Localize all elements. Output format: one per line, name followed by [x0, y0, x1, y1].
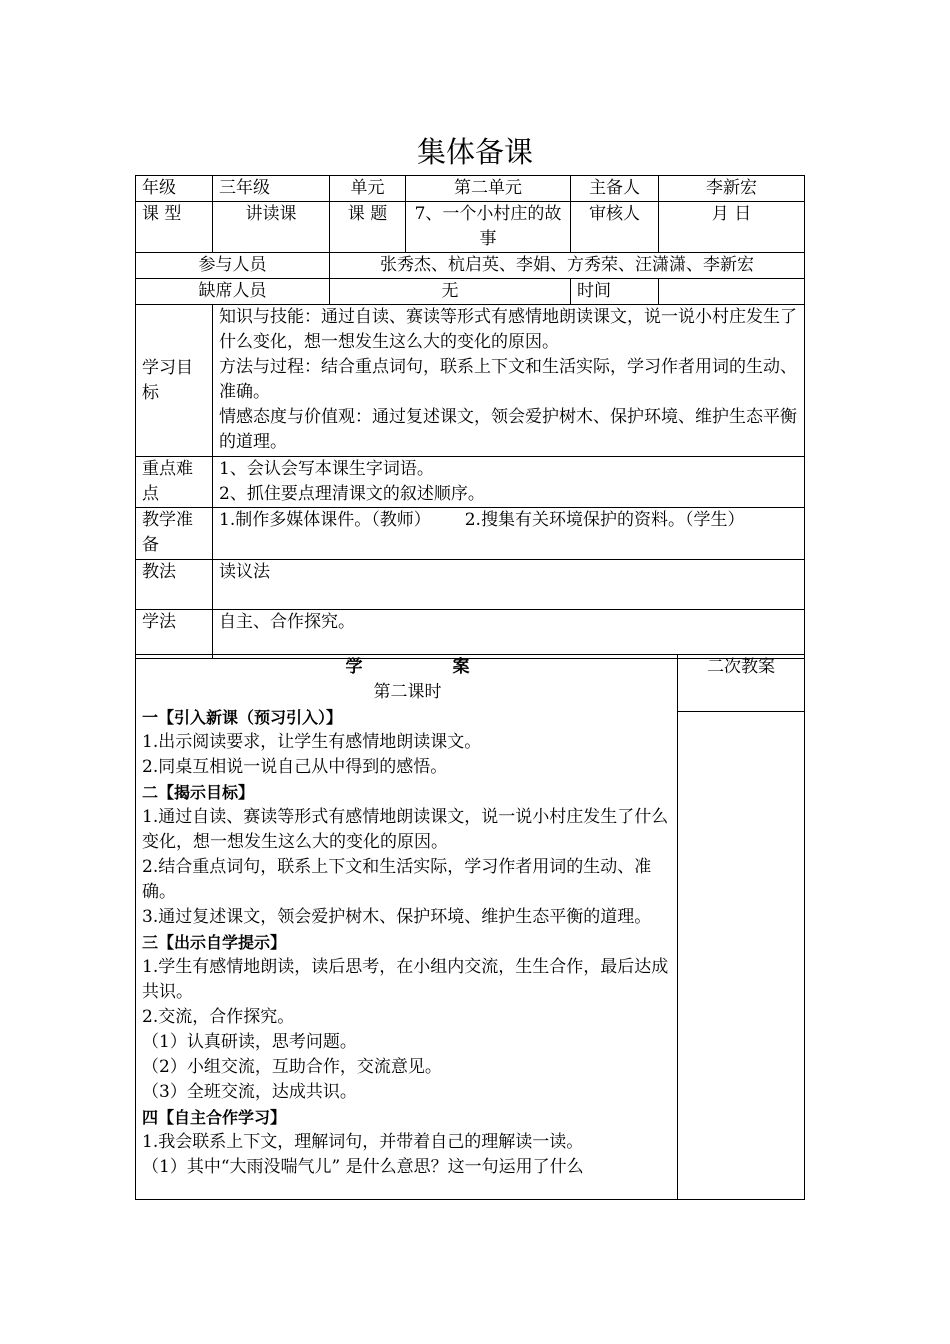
- lead-label: 主备人: [571, 176, 659, 202]
- absent-label: 缺席人员: [136, 279, 330, 305]
- learn-value: 自主、合作探究。: [213, 610, 805, 659]
- goals-label: 学习目标: [136, 305, 213, 457]
- participants-value: 张秀杰、杭启英、李娟、方秀荣、汪潇潇、李新宏: [330, 253, 805, 279]
- method-label: 教法: [136, 560, 213, 610]
- intro-item-1: 1.出示阅读要求，让学生有感情地朗读课文。: [142, 732, 482, 752]
- goals-content: [213, 305, 805, 457]
- grade-value: 三年级: [213, 176, 330, 202]
- key-label: 重点难点: [136, 457, 213, 508]
- topic-label: 课 题: [330, 202, 406, 253]
- second-plan-content: [678, 712, 805, 1200]
- selfstudy-item-5: （3）全班交流，达成共识。: [142, 1082, 357, 1102]
- section-intro-title: 一【引入新课（预习引入）】: [142, 708, 343, 727]
- selfstudy-item-1: 1.学生有感情地朗读，读后思考，在小组内交流，生生合作，最后达成共识。: [142, 957, 669, 1002]
- plan-heading: 学 案: [345, 657, 470, 677]
- lesson-info-table: [135, 175, 805, 659]
- absent-value: 无: [330, 279, 571, 305]
- page-title: 集体备课: [416, 135, 533, 169]
- goal-method: 方法与过程：结合重点词句，联系上下文和生活实际，学习作者用词的生动、准确。: [219, 357, 797, 402]
- date-value: 月 日: [659, 202, 805, 253]
- time-value: [659, 279, 805, 305]
- key-point-2: 2、抓住要点理清课文的叙述顺序。: [219, 484, 485, 504]
- goals-item-2: 2.结合重点词句，联系上下文和生活实际，学习作者用词的生动、准确。: [142, 857, 652, 902]
- period-label: 第二课时: [373, 682, 442, 702]
- plan-content: [136, 655, 678, 1200]
- topic-value: 7、一个小村庄的故事: [406, 202, 571, 253]
- second-plan-label: 二次教案: [678, 655, 805, 712]
- unit-value: 第二单元: [406, 176, 571, 202]
- key-point-1: 1、会认会写本课生字词语。: [219, 459, 434, 479]
- coop-item-2: （1）其中“大雨没喘气儿” 是什么意思？这一句运用了什么: [142, 1157, 584, 1177]
- selfstudy-item-3: （1）认真研读，思考问题。: [142, 1032, 357, 1052]
- unit-label: 单元: [330, 176, 406, 202]
- section-coop-title: 四【自主合作学习】: [142, 1108, 287, 1127]
- coop-item-1: 1.我会联系上下文，理解词句，并带着自己的理解读一读。: [142, 1132, 584, 1152]
- method-value: 读议法: [213, 560, 805, 610]
- lead-value: 李新宏: [659, 176, 805, 202]
- goal-emotion: 情感态度与价值观：通过复述课文，领会爱护树木、保护环境、维护生态平衡的道理。: [219, 407, 797, 452]
- goal-knowledge: 知识与技能：通过自读、赛读等形式有感情地朗读课文，说一说小村庄发生了什么变化，想一想发生这么大的变化的原因。: [219, 307, 797, 352]
- lesson-plan-table: [135, 654, 805, 1200]
- goals-item-1: 1.通过自读、赛读等形式有感情地朗读课文，说一说小村庄发生了什么变化，想一想发生这么大的变化的原因。: [142, 807, 669, 852]
- type-label: 课 型: [136, 202, 213, 253]
- prep-content: [213, 508, 805, 560]
- goals-item-3: 3.通过复述课文，领会爱护树木、保护环境、维护生态平衡的道理。: [142, 907, 652, 927]
- grade-label: 年级: [136, 176, 213, 202]
- reviewer-label: 审核人: [571, 202, 659, 253]
- selfstudy-item-2: 2.交流，合作探究。: [142, 1007, 295, 1027]
- time-label: 时间: [571, 279, 659, 305]
- key-content: [213, 457, 805, 508]
- section-goals-title: 二【揭示目标】: [142, 783, 255, 802]
- intro-item-2: 2.同桌互相说一说自己从中得到的感悟。: [142, 757, 448, 777]
- selfstudy-item-4: （2）小组交流，互助合作，交流意见。: [142, 1057, 442, 1077]
- participants-label: 参与人员: [136, 253, 330, 279]
- prep-label: 教学准备: [136, 508, 213, 560]
- type-value: 讲读课: [213, 202, 330, 253]
- learn-label: 学法: [136, 610, 213, 659]
- prep-teacher: 1.制作多媒体课件。（教师）: [219, 510, 431, 530]
- section-selfstudy-title: 三【出示自学提示】: [142, 933, 287, 952]
- prep-student: 2.搜集有关环境保护的资料。（学生）: [464, 510, 745, 530]
